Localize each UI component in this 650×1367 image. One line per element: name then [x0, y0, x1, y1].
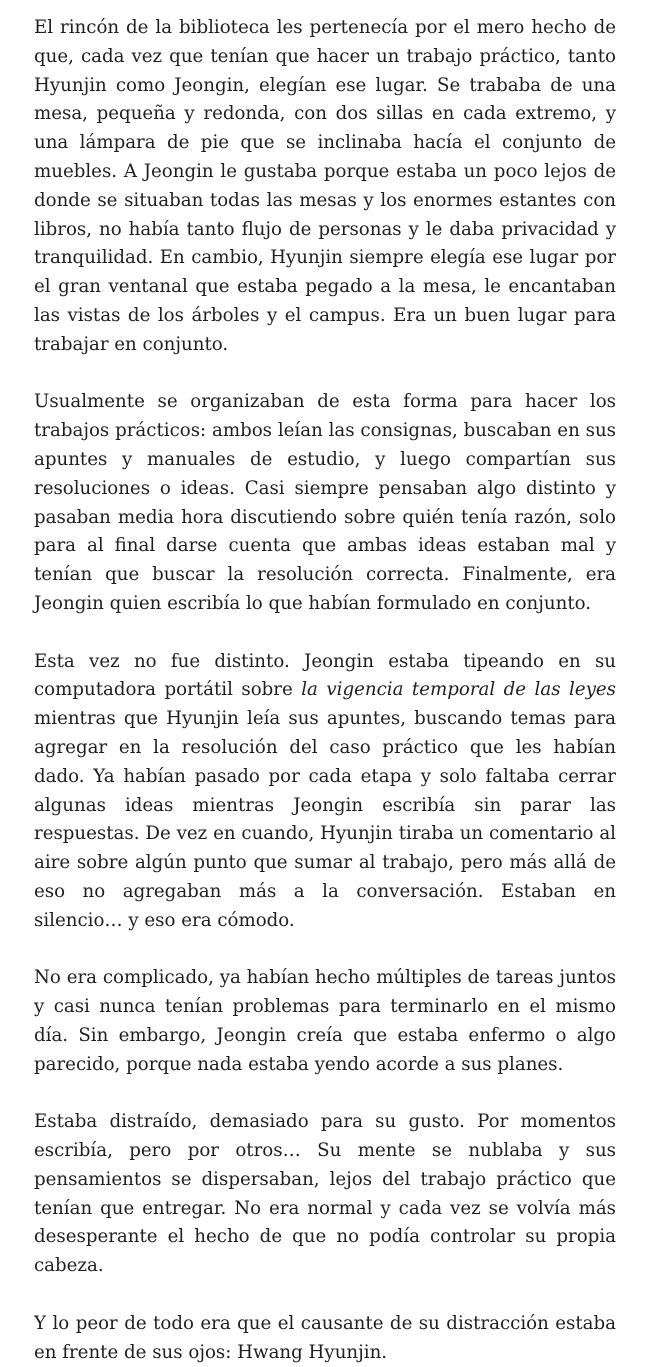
paragraph-2: Usualmente se organizaban de esta forma para hacer los trabajos prácticos: ambos leían las consignas, buscaban en sus apuntes y manuales de estudio, y luego compartían sus resoluciones o ideas. Casi siempre pensaban algo distinto y pasaban media hora discutiendo sobre quién tenía razón, solo para al final darse cuenta que ambas ideas estaban mal y tenían que buscar la resolución correcta. Finalmente, era Jeongin quien escribía lo que habían formulado en conjunto. — [34, 391, 616, 614]
paragraph-3 — [34, 648, 616, 936]
paragraph-1: El rincón de la biblioteca les pertenecía por el mero hecho de que, cada vez que tenían que hacer un trabajo práctico, tanto Hyunjin como Jeongin, elegían ese lugar. Se trababa de una mesa, pequeña y redonda, con dos sillas en cada extremo, y una lámpara de pie que se inclinaba hacía el conjunto de muebles. A Jeongin le gustaba porque estaba un poco lejos de donde se situaban todas las mesas y los enormes estantes con libros, no había tanto flujo de personas y le daba privacidad y tranquilidad. En cambio, Hyunjin siempre elegía ese lugar por el gran ventanal que estaba pegado a la mesa, le encantaban las vistas de los árboles y el campus. Era un buen lugar para trabajar en conjunto. — [34, 17, 616, 355]
paragraph-5: Estaba distraído, demasiado para su gusto. Por momentos escribía, pero por otros… Su mente se nublaba y sus pensamientos se dispersaban, lejos del trabajo práctico que tenían que entregar. No era normal y cada vez se volvía más desesperante el hecho de que no podía controlar su propia cabeza. — [34, 1111, 616, 1277]
paragraph-4: No era complicado, ya habían hecho múltiples de tareas juntos y casi nunca tenían problemas para terminarlo en el mismo día. Sin embargo, Jeongin creía que estaba enfermo o algo parecido, porque nada estaba yendo acorde a sus planes. — [34, 967, 616, 1075]
paragraph-3-italic: la vigencia temporal de las leyes — [301, 679, 616, 701]
paragraph-3-before: Esta vez no fue distinto. Jeongin estaba tipeando en su computadora portátil sobre — [34, 650, 616, 701]
paragraph-3-after: mientras que Hyunjin leía sus apuntes, buscando temas para agregar en la resolución del caso práctico que les habían dado. Ya habían pasado por cada etapa y solo faltaba cerrar algunas ideas mientras Jeongin escribía sin parar las respuestas. De vez en cuando, Hyunjin tiraba un comentario al aire sobre algún punto que sumar al trabajo, pero más allá de eso no agregaban más a la conversación. Estaban en silencio… y eso era cómodo. — [34, 708, 616, 931]
paragraph-6: Y lo peor de todo era que el causante de su distracción estaba en frente de sus ojos: Hwang Hyunjin. — [34, 1312, 616, 1363]
